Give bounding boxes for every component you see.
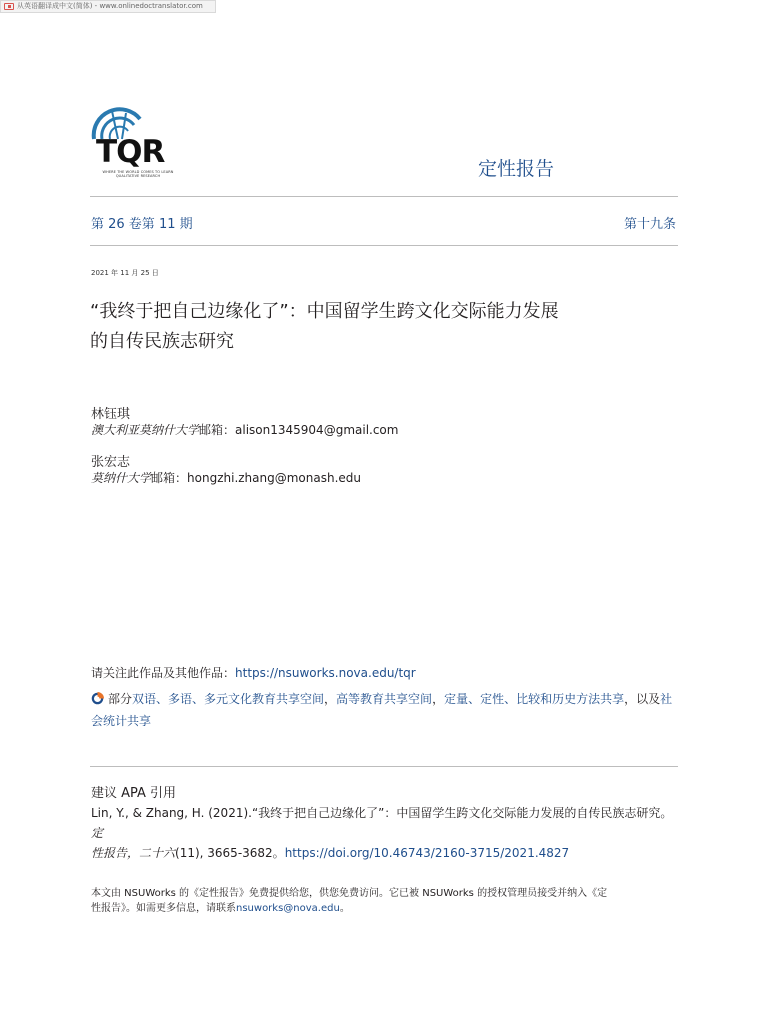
divider [90,766,678,767]
part-of-prefix: 部分 [108,692,133,706]
tqr-url-link[interactable]: https://nsuworks.nova.edu/tqr [235,666,416,680]
banner-text: 从英语翻译成中文(简体) - www.onlinedoctranslator.com [17,2,203,10]
title-line: 的自传民族志研究 [90,331,234,352]
separator: ， [432,692,445,706]
commons-link[interactable]: 双语、多语、多元文化教育共享空间 [132,692,325,706]
volume-issue-link[interactable]: 第 26 卷第 11 期 [91,217,193,232]
part-of-line [91,688,681,732]
commons-link[interactable]: 高等教育共享空间 [336,692,433,706]
commons-icon [91,692,104,705]
doi-link[interactable]: https://doi.org/10.46743/2160-3715/2021.4827 [284,846,570,860]
citation-heading: 建议 APA 引用 [91,786,177,801]
commons-link[interactable]: 会统计共享 [91,714,152,728]
divider [90,245,678,246]
affiliation-name: 澳大利亚莫纳什大学 [91,423,200,437]
author-email[interactable]: hongzhi.zhang@monash.edu [187,471,362,485]
citation-text [91,803,681,863]
logo-tagline: WHERE THE WORLD COMES TO LEARN QUALITATIVE RESEARCH [102,170,174,178]
article-title [90,297,650,357]
translator-banner[interactable] [0,0,216,13]
footer-end: 。 [339,903,350,914]
tqr-logo [88,105,180,181]
separator: ， [324,692,337,706]
affiliation-name: 莫纳什大学 [91,471,152,485]
contact-email-link[interactable]: nsuworks@nova.edu [236,903,340,914]
follow-line [91,664,416,681]
commons-link[interactable]: 社 [660,692,673,706]
footer-line: 本文由 NSUWorks 的《定性报告》免费提供给您，供您免费访问。它已被 NSUWorks 的授权管理员接受并纳入《定 [91,888,608,899]
author-name: 林钰琪 [91,407,131,422]
logo-text: TQR [96,134,165,170]
email-label: 邮箱： [151,471,188,485]
footer-line: 性报告》。如需更多信息，请联系 [91,903,236,914]
divider [90,196,678,197]
citation-main: Lin, Y., & Zhang, H. (2021).“我终于把自己边缘化了”：中国留学生跨文化交际能力发展的自传民族志研究。 [91,806,673,820]
footer-notice [91,886,651,916]
publication-date: 2021 年 11 月 25 日 [91,269,159,277]
commons-link[interactable]: 定量、定性、比较和历史方法共享 [444,692,625,706]
article-number-link[interactable]: 第十九条 [623,217,676,232]
citation-pages: (11), 3665-3682。 [175,846,285,860]
author-affiliation [91,469,361,486]
follow-label: 请关注此作品及其他作品： [91,666,236,680]
citation-journal: 定 [91,826,104,840]
separator: ，以及 [624,692,661,706]
author-name: 张宏志 [91,455,131,470]
translate-icon [4,3,14,10]
title-line: “我终于把自己边缘化了”：中国留学生跨文化交际能力发展 [90,301,559,322]
citation-journal: 性报告，二十六 [91,846,176,860]
journal-name[interactable]: 定性报告 [478,158,555,180]
author-affiliation [91,421,398,438]
author-email[interactable]: alison1345904@gmail.com [235,423,399,437]
email-label: 邮箱： [199,423,236,437]
